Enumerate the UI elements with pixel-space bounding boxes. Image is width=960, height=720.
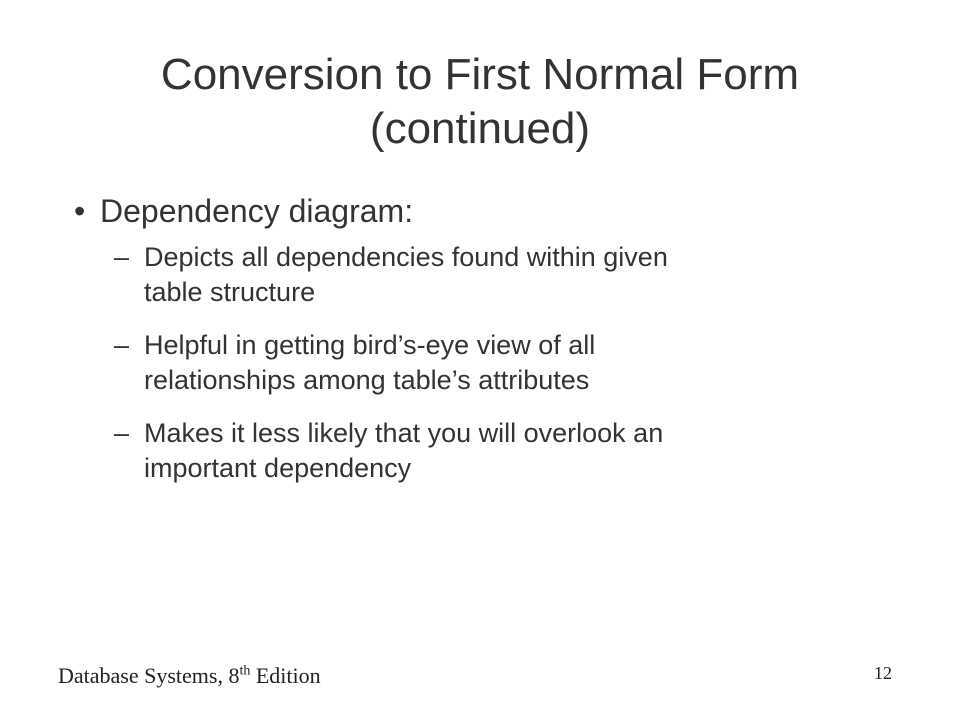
dash-marker: – <box>114 242 130 272</box>
sub-bullet-line: Helpful in getting bird’s-eye view of all <box>144 330 596 360</box>
sub-bullet-item <box>114 240 834 310</box>
sub-bullet-list <box>114 240 834 504</box>
page-number: 12 <box>874 663 892 683</box>
sub-bullet-line: table structure <box>144 277 316 307</box>
sub-bullet-item <box>114 416 834 486</box>
footer-book-suffix: Edition <box>250 663 321 688</box>
bullet-marker: • <box>74 193 86 229</box>
main-bullet-text: Dependency diagram: <box>100 193 414 229</box>
slide-title-line-2: (continued) <box>369 104 591 153</box>
main-bullet <box>74 190 413 232</box>
sub-bullet-line: Depicts all dependencies found within given <box>144 242 668 272</box>
sub-bullet-line: important dependency <box>144 453 412 483</box>
dash-marker: – <box>114 418 130 448</box>
slide-title-line-1: Conversion to First Normal Form <box>160 50 800 99</box>
footer-book-prefix: Database Systems, 8 <box>58 663 240 688</box>
sub-bullet-line: relationships among table’s attributes <box>144 365 590 395</box>
footer-book-title <box>58 663 321 689</box>
sub-bullet-line: Makes it less likely that you will overlook an <box>144 418 664 448</box>
dash-marker: – <box>114 330 130 360</box>
sub-bullet-text <box>144 240 834 310</box>
sub-bullet-text <box>144 416 834 486</box>
sub-bullet-text <box>144 328 834 398</box>
slide-title <box>80 48 880 156</box>
footer-book-superscript: th <box>239 663 251 679</box>
sub-bullet-item <box>114 328 834 398</box>
